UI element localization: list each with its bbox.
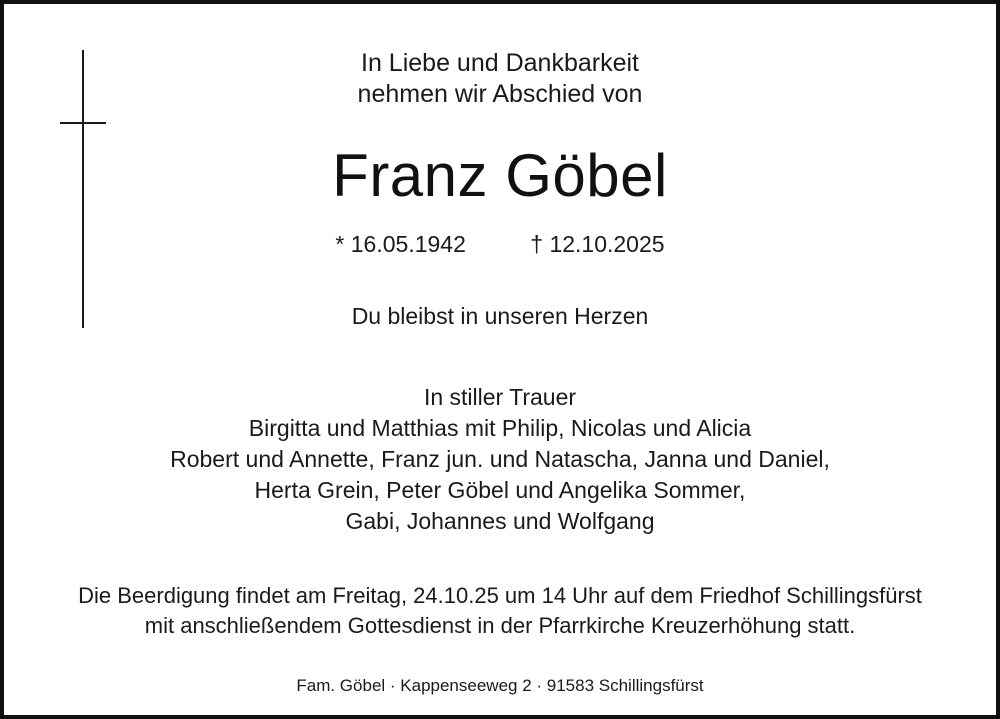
death-date: † 12.10.2025 bbox=[530, 231, 665, 257]
deceased-name: Franz Göbel bbox=[332, 142, 668, 209]
mourner-line: Gabi, Johannes und Wolfgang bbox=[345, 508, 655, 534]
mourner-line: Birgitta und Matthias mit Philip, Nicolas und Alicia bbox=[248, 415, 752, 441]
mourner-line: Herta Grein, Peter Göbel und Angelika Sommer, bbox=[254, 477, 746, 503]
mourners-block bbox=[4, 382, 996, 537]
funeral-line-2: mit anschließendem Gottesdienst in der Pfarrkirche Kreuzerhöhung statt. bbox=[144, 613, 856, 638]
intro-line-2: nehmen wir Abschied von bbox=[357, 80, 643, 108]
life-dates bbox=[4, 230, 996, 258]
obituary-content bbox=[4, 4, 996, 697]
intro-line-1: In Liebe und Dankbarkeit bbox=[361, 49, 639, 77]
family-address: Fam. Göbel · Kappenseeweg 2 · 91583 Schillingsfürst bbox=[296, 676, 704, 695]
funeral-line-1: Die Beerdigung findet am Freitag, 24.10.25 um 14 Uhr auf dem Friedhof Schillingsfürst bbox=[78, 583, 922, 608]
mourning-lead: In stiller Trauer bbox=[423, 384, 577, 410]
birth-date: * 16.05.1942 bbox=[335, 231, 466, 257]
funeral-details bbox=[4, 581, 996, 641]
intro-text bbox=[4, 48, 996, 110]
memorial-motto: Du bleibst in unseren Herzen bbox=[351, 303, 649, 329]
mourner-line: Robert und Annette, Franz jun. und Natascha, Janna und Daniel, bbox=[170, 446, 830, 472]
